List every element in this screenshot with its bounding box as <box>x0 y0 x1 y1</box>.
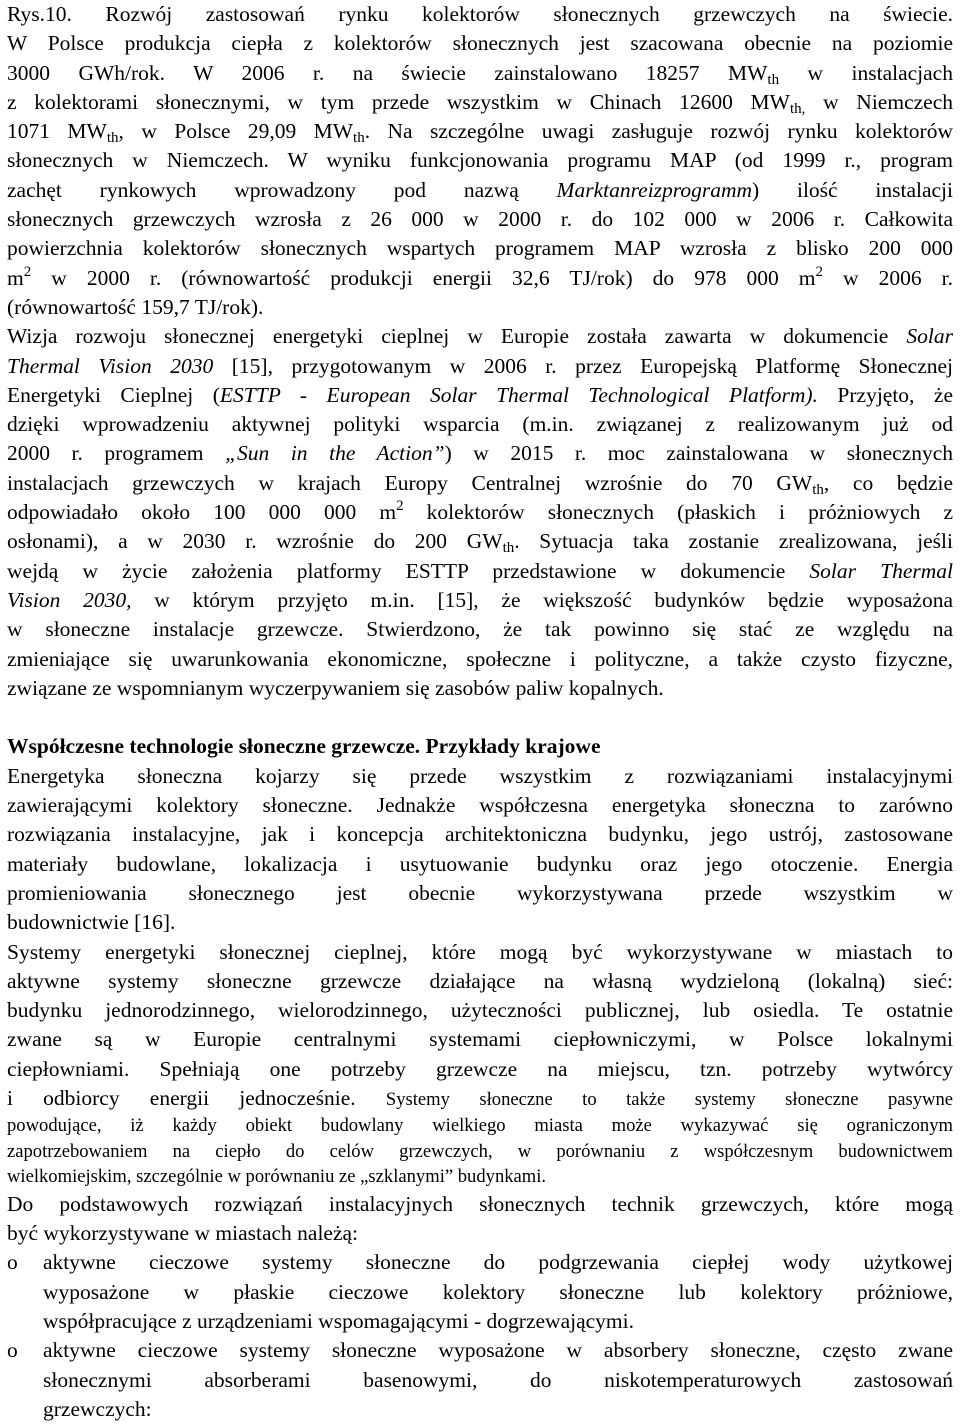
text-line: Do podstawowych rozwiązań instalacyjnych słonecznych technik grzewczych, które mogą <box>7 1191 953 1216</box>
text-line: słonecznych grzewczych wzrosła z 26 000 w 2000 r. do 102 000 w 2006 r. Całkowita <box>7 207 953 232</box>
text-line: z kolektorami słonecznymi, w tym przede wszystkim w Chinach 12600 $MW_{th,}$ w Niemczech <box>7 89 953 117</box>
text-line: być wykorzystywane w miastach należą: <box>7 1221 359 1246</box>
text-line: aktywne systemy słoneczne grzewcze działające na własną wydzieloną (lokalną) sieć: <box>7 968 953 993</box>
text-line: w słoneczne instalacje grzewcze. Stwierdzono, że tak powinno się stać ze względu na <box>7 617 953 642</box>
text-line: aktywne cieczowe systemy słoneczne wyposażone w absorbery słoneczne, często zwane <box>43 1338 953 1363</box>
text-line: zawierającymi kolektory słoneczne. Jednakże współczesna energetyka słoneczna to zarówno <box>7 793 953 818</box>
text-line: wejdą w życie założenia platformy ESTTP przedstawione w dokumencie Solar Thermal <box>7 558 953 583</box>
paragraph-solar-market <box>7 0 953 322</box>
paragraph-solar-energy <box>7 762 953 938</box>
text-line: Vision 2030, w którym przyjęto m.in. [15], że większość budynków będzie wyposażona <box>7 587 953 612</box>
text-line: dzięki wprowadzeniu aktywnej polityki wsparcia (m.in. związanej z realizowanym już od <box>7 412 953 437</box>
text-line: materiały budowlane, lokalizacja i usytuowanie budynku oraz jego otoczenie. Energia <box>7 851 953 876</box>
list-item <box>7 1336 953 1424</box>
text-line: zachęt rynkowych wprowadzony pod nazwą Marktanreizprogramm) ilość instalacji <box>7 177 953 202</box>
text-line: 3000 GWh/rok. W 2006 r. na świecie zainstalowano 18257 $MW_{th}$ w instalacjach <box>7 60 953 88</box>
list-item <box>7 1248 953 1336</box>
text-line: $m^2$ w 2000 r. (równowartość produkcji energii 32,6 TJ/rok) do 978 000 $m^2$ w 2006 r. <box>7 263 953 290</box>
text-line: 1071 $MW_{th}$, w Polsce 29,09 $MW_{th}$. Na szczególne uwagi zasługuje rozwój rynku kolektorów <box>7 119 953 147</box>
paragraph-solar-systems <box>7 938 953 1190</box>
text-line: budynku jednorodzinnego, wielorodzinnego, użyteczności publicznej, lub osiedla. Te ostatnie <box>7 998 953 1023</box>
text-line: wyposażone w płaskie cieczowe kolektory słoneczne lub kolektory próżniowe, <box>43 1279 953 1304</box>
text-line: grzewczych: <box>43 1396 152 1421</box>
text-line: aktywne cieczowe systemy słoneczne do podgrzewania ciepłej wody użytkowej <box>43 1250 953 1275</box>
text-line: (równowartość 159,7 TJ/rok). <box>7 294 264 319</box>
text-line: promieniowania słonecznego jest obecnie wykorzystywana przede wszystkim w <box>7 880 953 905</box>
text-line: i odbiorcy energii jednocześnie. Systemy słoneczne to także systemy słoneczne pasywne <box>7 1085 954 1110</box>
text-line: związane ze wspomnianym wyczerpywaniem się zasobów paliw kopalnych. <box>7 675 664 700</box>
paragraph-gap <box>7 703 953 732</box>
text-line: odpowiadało około 100 000 000 $m^2$ kolektorów słonecznych (płaskich i próżniowych z <box>7 498 953 525</box>
text-line: Systemy energetyki słonecznej cieplnej, które mogą być wykorzystywane w miastach to <box>7 939 953 964</box>
text-line: wielkomiejskim, szczególnie w porównaniu ze „szklanymi” budynkami. <box>7 1166 547 1188</box>
text-line: Thermal Vision 2030 [15], przygotowanym w 2006 r. przez Europejską Platformę Słonecznej <box>7 353 954 378</box>
bullet-marker: o <box>7 1250 18 1275</box>
text-line: zwane są w Europie centralnymi systemami ciepłowniczymi, w Polsce lokalnymi <box>7 1027 953 1052</box>
text-line: rozwiązania instalacyjne, jak i koncepcja architektoniczna budynku, jego ustrój, zastosowane <box>7 822 953 847</box>
section-heading: Współczesne technologie słoneczne grzewcze. Przykłady krajowe <box>7 734 601 759</box>
text-line: powodujące, iż każdy obiekt budowlany wielkiego miasta może wykazywać się ograniczonym <box>7 1115 953 1137</box>
text-line: powierzchnia kolektorów słonecznych wspartych programem MAP wzrosła z blisko 200 000 <box>7 236 953 261</box>
text-line: instalacjach grzewczych w krajach Europy Centralnej wzrośnie do 70 $GW_{th}$, co będzie <box>7 470 953 498</box>
text-line: Wizja rozwoju słonecznej energetyki cieplnej w Europie została zawarta w dokumencie Solar <box>7 324 953 349</box>
text-line: osłonami), a w 2030 r. wzrośnie do 200 $GW_{th}$. Sytuacja taka zostanie zrealizowana, jeśli <box>7 529 953 557</box>
text-line: współpracujące z urządzeniami wspomagającymi - dogrzewającymi. <box>43 1308 634 1333</box>
text-line: słonecznych w Niemczech. W wyniku funkcjonowania programu MAP (od 1999 r., program <box>7 148 953 173</box>
text-line: Energetyki Cieplnej (ESTTP - European Solar Thermal Technological Platform). Przyjęto, że <box>7 382 953 407</box>
text-line: zmieniające się uwarunkowania ekonomiczne, społeczne i polityczne, a także czysto fizyczne, <box>7 646 953 671</box>
text-line: słonecznymi absorberami basenowymi, do niskotemperaturowych zastosowań <box>43 1367 953 1392</box>
paragraph-solar-vision <box>7 322 953 703</box>
paragraph-solutions-intro <box>7 1190 953 1249</box>
text-line: Rys.10. Rozwój zastosowań rynku kolektorów słonecznych grzewczych na świecie. <box>7 2 953 26</box>
text-line: 2000 r. programem „Sun in the Action”) w 2015 r. moc zainstalowana w słonecznych <box>7 441 953 466</box>
text-line: W Polsce produkcja ciepła z kolektorów słonecznych jest szacowana obecnie na poziomie <box>7 31 953 56</box>
bullet-list <box>7 1248 953 1424</box>
bullet-marker: o <box>7 1338 18 1363</box>
text-line: budownictwie [16]. <box>7 910 176 935</box>
text-line: ciepłowniami. Spełniają one potrzeby grzewcze na miejscu, tzn. potrzeby wytwórcy <box>7 1056 953 1081</box>
text-line: zapotrzebowaniem na ciepło do celów grzewczych, w porównaniu z współczesnym budownictwem <box>7 1140 953 1162</box>
text-line: Energetyka słoneczna kojarzy się przede wszystkim z rozwiązaniami instalacyjnymi <box>7 763 953 788</box>
